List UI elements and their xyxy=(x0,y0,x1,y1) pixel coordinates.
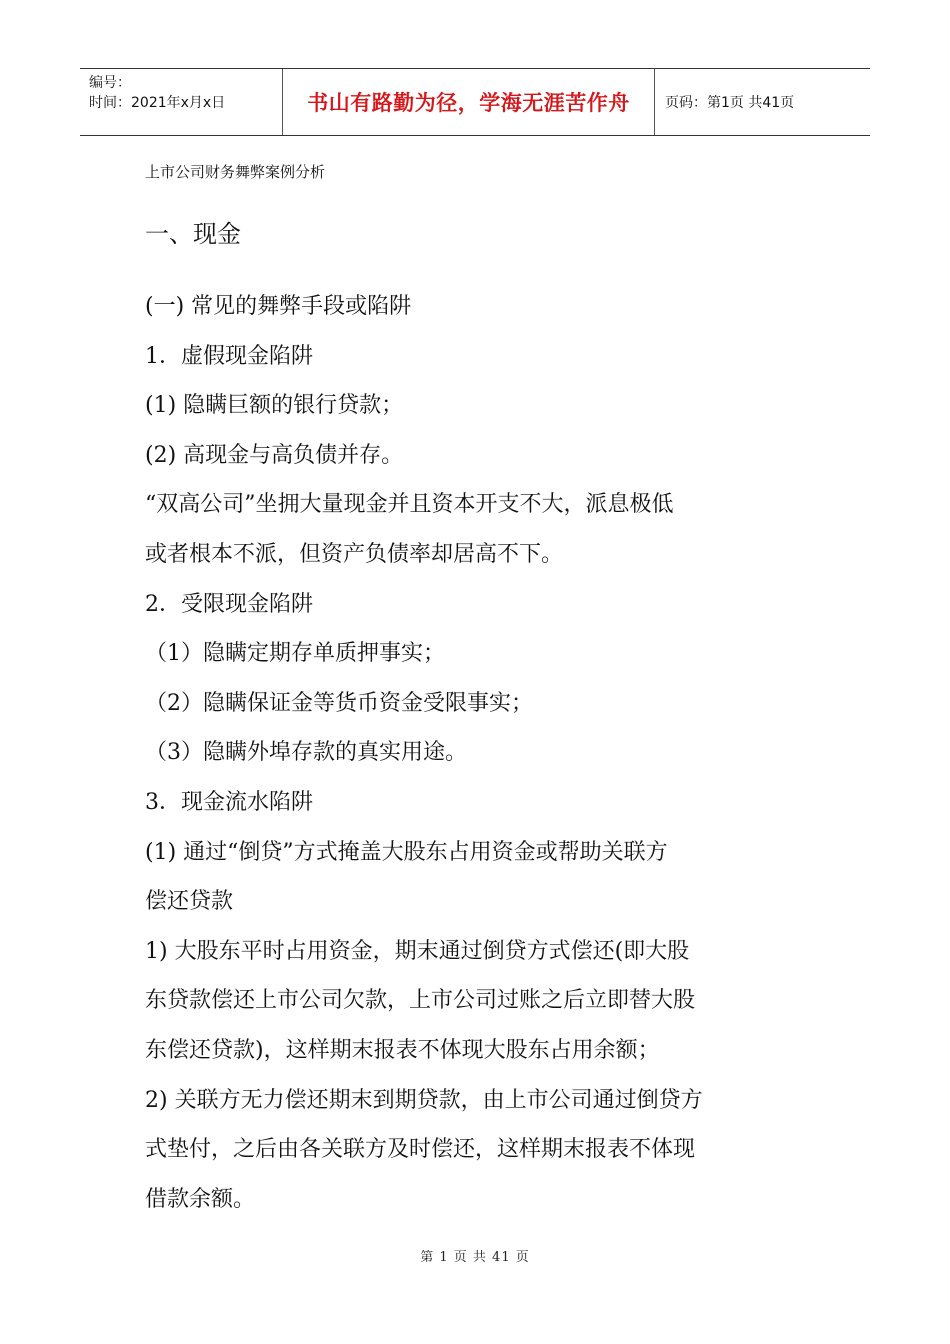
document-title: 上市公司财务舞弊案例分析 xyxy=(145,163,326,181)
page-footer: 第 1 页 共 41 页 xyxy=(420,1250,530,1265)
document-number-label: 编号： xyxy=(89,75,131,91)
body-line: 或者根本不派，但资产负债率却居高不下。 xyxy=(145,541,564,567)
header-page-info: 页码：第1页 共41页 xyxy=(665,95,795,111)
body-line: 东贷款偿还上市公司欠款，上市公司过账之后立即替大股 xyxy=(145,988,696,1014)
body-line: 1．虚假现金陷阱 xyxy=(145,343,313,369)
body-line: （1）隐瞒定期存单质押事实； xyxy=(145,641,445,667)
body-line: (1) 隐瞒巨额的银行贷款； xyxy=(145,393,404,419)
body-line: 偿还贷款 xyxy=(145,889,234,915)
body-line: (2) 高现金与高负债并存。 xyxy=(145,442,404,468)
body-line: 2) 关联方无力偿还期末到期贷款，由上市公司通过倒贷方 xyxy=(145,1087,703,1113)
body-line: (一) 常见的舞弊手段或陷阱 xyxy=(145,294,412,319)
body-line: 式垫付，之后由各关联方及时偿还，这样期末报表不体现 xyxy=(145,1137,696,1163)
header-motto: 书山有路勤为径，学海无涯苦作舟 xyxy=(307,91,630,115)
header-info-cell xyxy=(80,69,282,135)
body-line: 1) 大股东平时占用资金，期末通过倒贷方式偿还(即大股 xyxy=(145,938,690,964)
section-heading: 一、现金 xyxy=(145,220,241,248)
body-line: “双高公司”坐拥大量现金并且资本开支不大，派息极低 xyxy=(145,492,674,518)
header-page-cell xyxy=(655,69,870,135)
body-line: （3）隐瞒外埠存款的真实用途。 xyxy=(145,740,467,766)
header-motto-cell xyxy=(282,69,655,135)
header-table xyxy=(80,68,870,136)
document-body xyxy=(145,282,805,1224)
document-date: 时间：2021年x月x日 xyxy=(89,95,226,111)
body-line: （2）隐瞒保证金等货币资金受限事实； xyxy=(145,690,533,716)
body-line: 东偿还贷款)，这样期末报表不体现大股东占用余额； xyxy=(145,1037,660,1063)
body-line: 2．受限现金陷阱 xyxy=(145,591,313,617)
body-line: 借款余额。 xyxy=(145,1186,256,1212)
body-line: 3．现金流水陷阱 xyxy=(145,789,313,815)
body-line: (1) 通过“倒贷”方式掩盖大股东占用资金或帮助关联方 xyxy=(145,839,668,865)
